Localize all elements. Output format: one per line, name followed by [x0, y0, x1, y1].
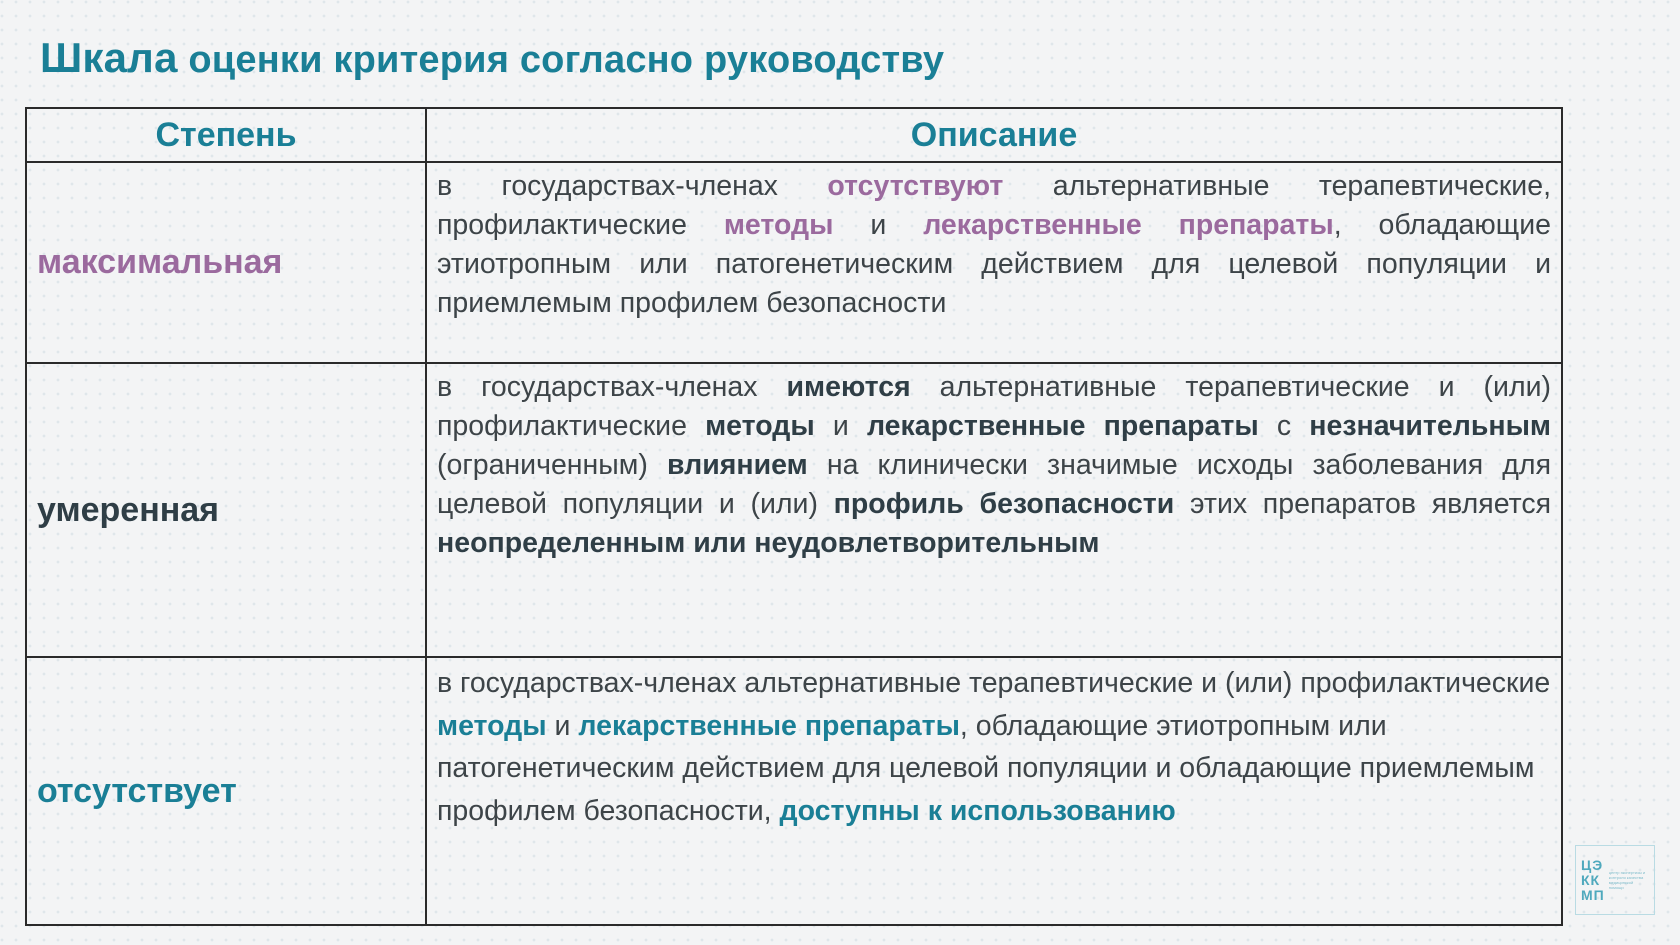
table-row [26, 162, 1562, 363]
highlight-present: имеются [786, 371, 911, 403]
degree-moderate: умеренная [26, 363, 426, 657]
logo-mark-line: МП [1581, 886, 1605, 903]
text-part: (ограниченным) [437, 449, 667, 481]
text-part: на клинически значимые исходы заболевания для целевой популяции и (или) [437, 449, 1551, 520]
header-description: Описание [426, 108, 1562, 162]
text-part: альтернативные терапевтические и (или) профилактические [437, 371, 1551, 442]
text-part: в государствах-членах [437, 371, 787, 403]
description-cell [426, 162, 1562, 363]
header-degree: Степень [26, 108, 426, 162]
text-part: , обладающие этиотропным или патогенетическим действием для целевой популяции и обладающие приемлемым профилем безопасности, [437, 709, 1535, 827]
description-cell [426, 657, 1562, 925]
degree-absent: отсутствует [26, 657, 426, 925]
logo-mark-line: КК [1581, 871, 1601, 888]
description-cell [426, 363, 1562, 657]
logo-mark-line: ЦЭ [1581, 856, 1604, 873]
highlight-drugs: лекарственные препараты [578, 709, 960, 742]
description-text [437, 368, 1551, 563]
text-part: и [546, 709, 579, 742]
logo-mark [1581, 858, 1605, 903]
highlight-safety-profile: профиль безопасности [833, 488, 1175, 520]
highlight-insignificant: незначительным [1309, 410, 1552, 442]
text-part: , обладающие этиотропным или патогенетическим действием для целевой популяции и приемлемым профилем безопасности [437, 209, 1551, 319]
highlight-drugs: лекарственные препараты [923, 209, 1334, 241]
table-row [26, 657, 1562, 925]
page-title-first-word: Шкала [40, 34, 178, 81]
highlight-undefined: неопределенным или неудовлетворительным [437, 527, 1100, 559]
text-part: и [833, 209, 924, 241]
highlight-methods: методы [437, 709, 547, 742]
page-title-rest: оценки критерия согласно руководству [188, 39, 945, 81]
criteria-scale-table [25, 107, 1563, 926]
logo-caption: центр экспертизы и контроля качества медицинской помощи [1608, 870, 1646, 890]
degree-maximal: максимальная [26, 162, 426, 363]
highlight-influence: влиянием [666, 449, 808, 481]
description-text [437, 167, 1551, 323]
text-part: в государствах-членах [437, 170, 828, 202]
text-part: и [814, 410, 867, 442]
text-part: в государствах-членах альтернативные терапевтические и (или) профилактические [437, 667, 1551, 699]
text-part: с [1258, 410, 1310, 442]
table-row [26, 363, 1562, 657]
highlight-available: доступны к использованию [779, 794, 1176, 827]
page-title [40, 34, 944, 82]
text-part: этих препаратов является [1174, 488, 1552, 520]
highlight-methods: методы [705, 410, 815, 442]
text-part: альтернативные терапевтические, профилактические [437, 170, 1551, 241]
highlight-absent: отсутствуют [827, 170, 1004, 202]
organization-logo [1575, 845, 1655, 915]
table-header-row [26, 108, 1562, 162]
highlight-drugs: лекарственные препараты [866, 410, 1259, 442]
description-text [437, 662, 1551, 832]
highlight-methods: методы [723, 209, 834, 241]
